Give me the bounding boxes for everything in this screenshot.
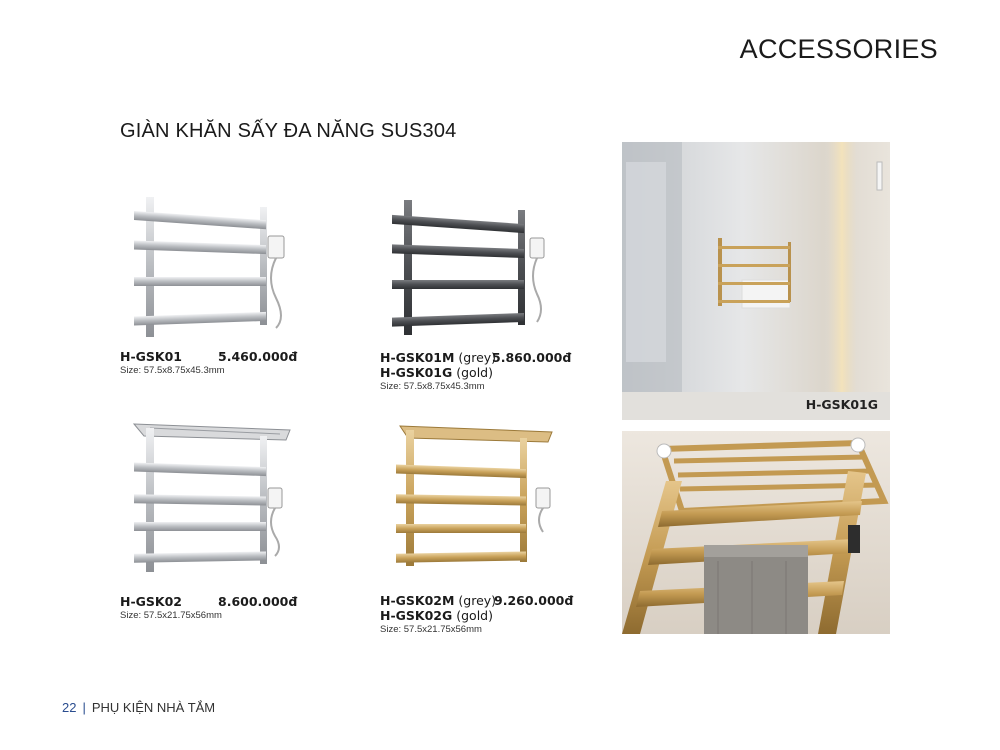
product-variant-alt: (gold) xyxy=(452,365,493,380)
towel-rack-image xyxy=(120,192,300,337)
product-size: Size: 57.5x8.75x45.3mm xyxy=(120,365,225,376)
section-title: GIÀN KHĂN SẤY ĐA NĂNG SUS304 xyxy=(120,120,457,142)
product-code: H-GSK02M xyxy=(380,593,455,608)
product-size: Size: 57.5x21.75x56mm xyxy=(120,610,222,621)
product-card-gsk01m xyxy=(380,198,572,392)
product-photo-installed xyxy=(622,142,890,420)
towel-rack-image xyxy=(380,198,560,338)
product-code: H-GSK01 xyxy=(120,349,182,364)
product-size: Size: 57.5x8.75x45.3mm xyxy=(380,381,485,392)
product-photo-closeup xyxy=(622,431,890,634)
product-code: H-GSK02 xyxy=(120,594,182,609)
bathroom-photo xyxy=(622,142,890,420)
product-size: Size: 57.5x21.75x56mm xyxy=(380,624,482,635)
product-price: 9.260.000đ xyxy=(494,593,574,608)
product-variant: (grey) xyxy=(454,593,497,608)
footer-section-name: PHỤ KIỆN NHÀ TẮM xyxy=(91,700,216,715)
product-card-gsk02m xyxy=(380,424,574,635)
product-code-alt: H-GSK01G xyxy=(380,365,453,380)
page-footer xyxy=(62,700,215,715)
product-price: 5.460.000đ xyxy=(218,349,298,364)
product-price: 8.600.000đ xyxy=(218,594,298,609)
closeup-photo xyxy=(622,431,890,634)
page-header-title: ACCESSORIES xyxy=(739,34,938,64)
product-card-gsk02 xyxy=(120,422,300,621)
product-card-gsk01 xyxy=(120,192,300,376)
photo-caption: H-GSK01G xyxy=(805,397,878,412)
footer-separator: | xyxy=(82,700,86,715)
product-variant: (grey) xyxy=(454,350,497,365)
product-variant-alt: (gold) xyxy=(452,608,493,623)
product-code-alt: H-GSK02G xyxy=(380,608,453,623)
towel-rack-image xyxy=(380,424,560,569)
page-number: 22 xyxy=(62,700,77,715)
product-code: H-GSK01M xyxy=(380,350,455,365)
towel-rack-image xyxy=(120,422,300,574)
product-price: 5.860.000đ xyxy=(492,350,572,365)
